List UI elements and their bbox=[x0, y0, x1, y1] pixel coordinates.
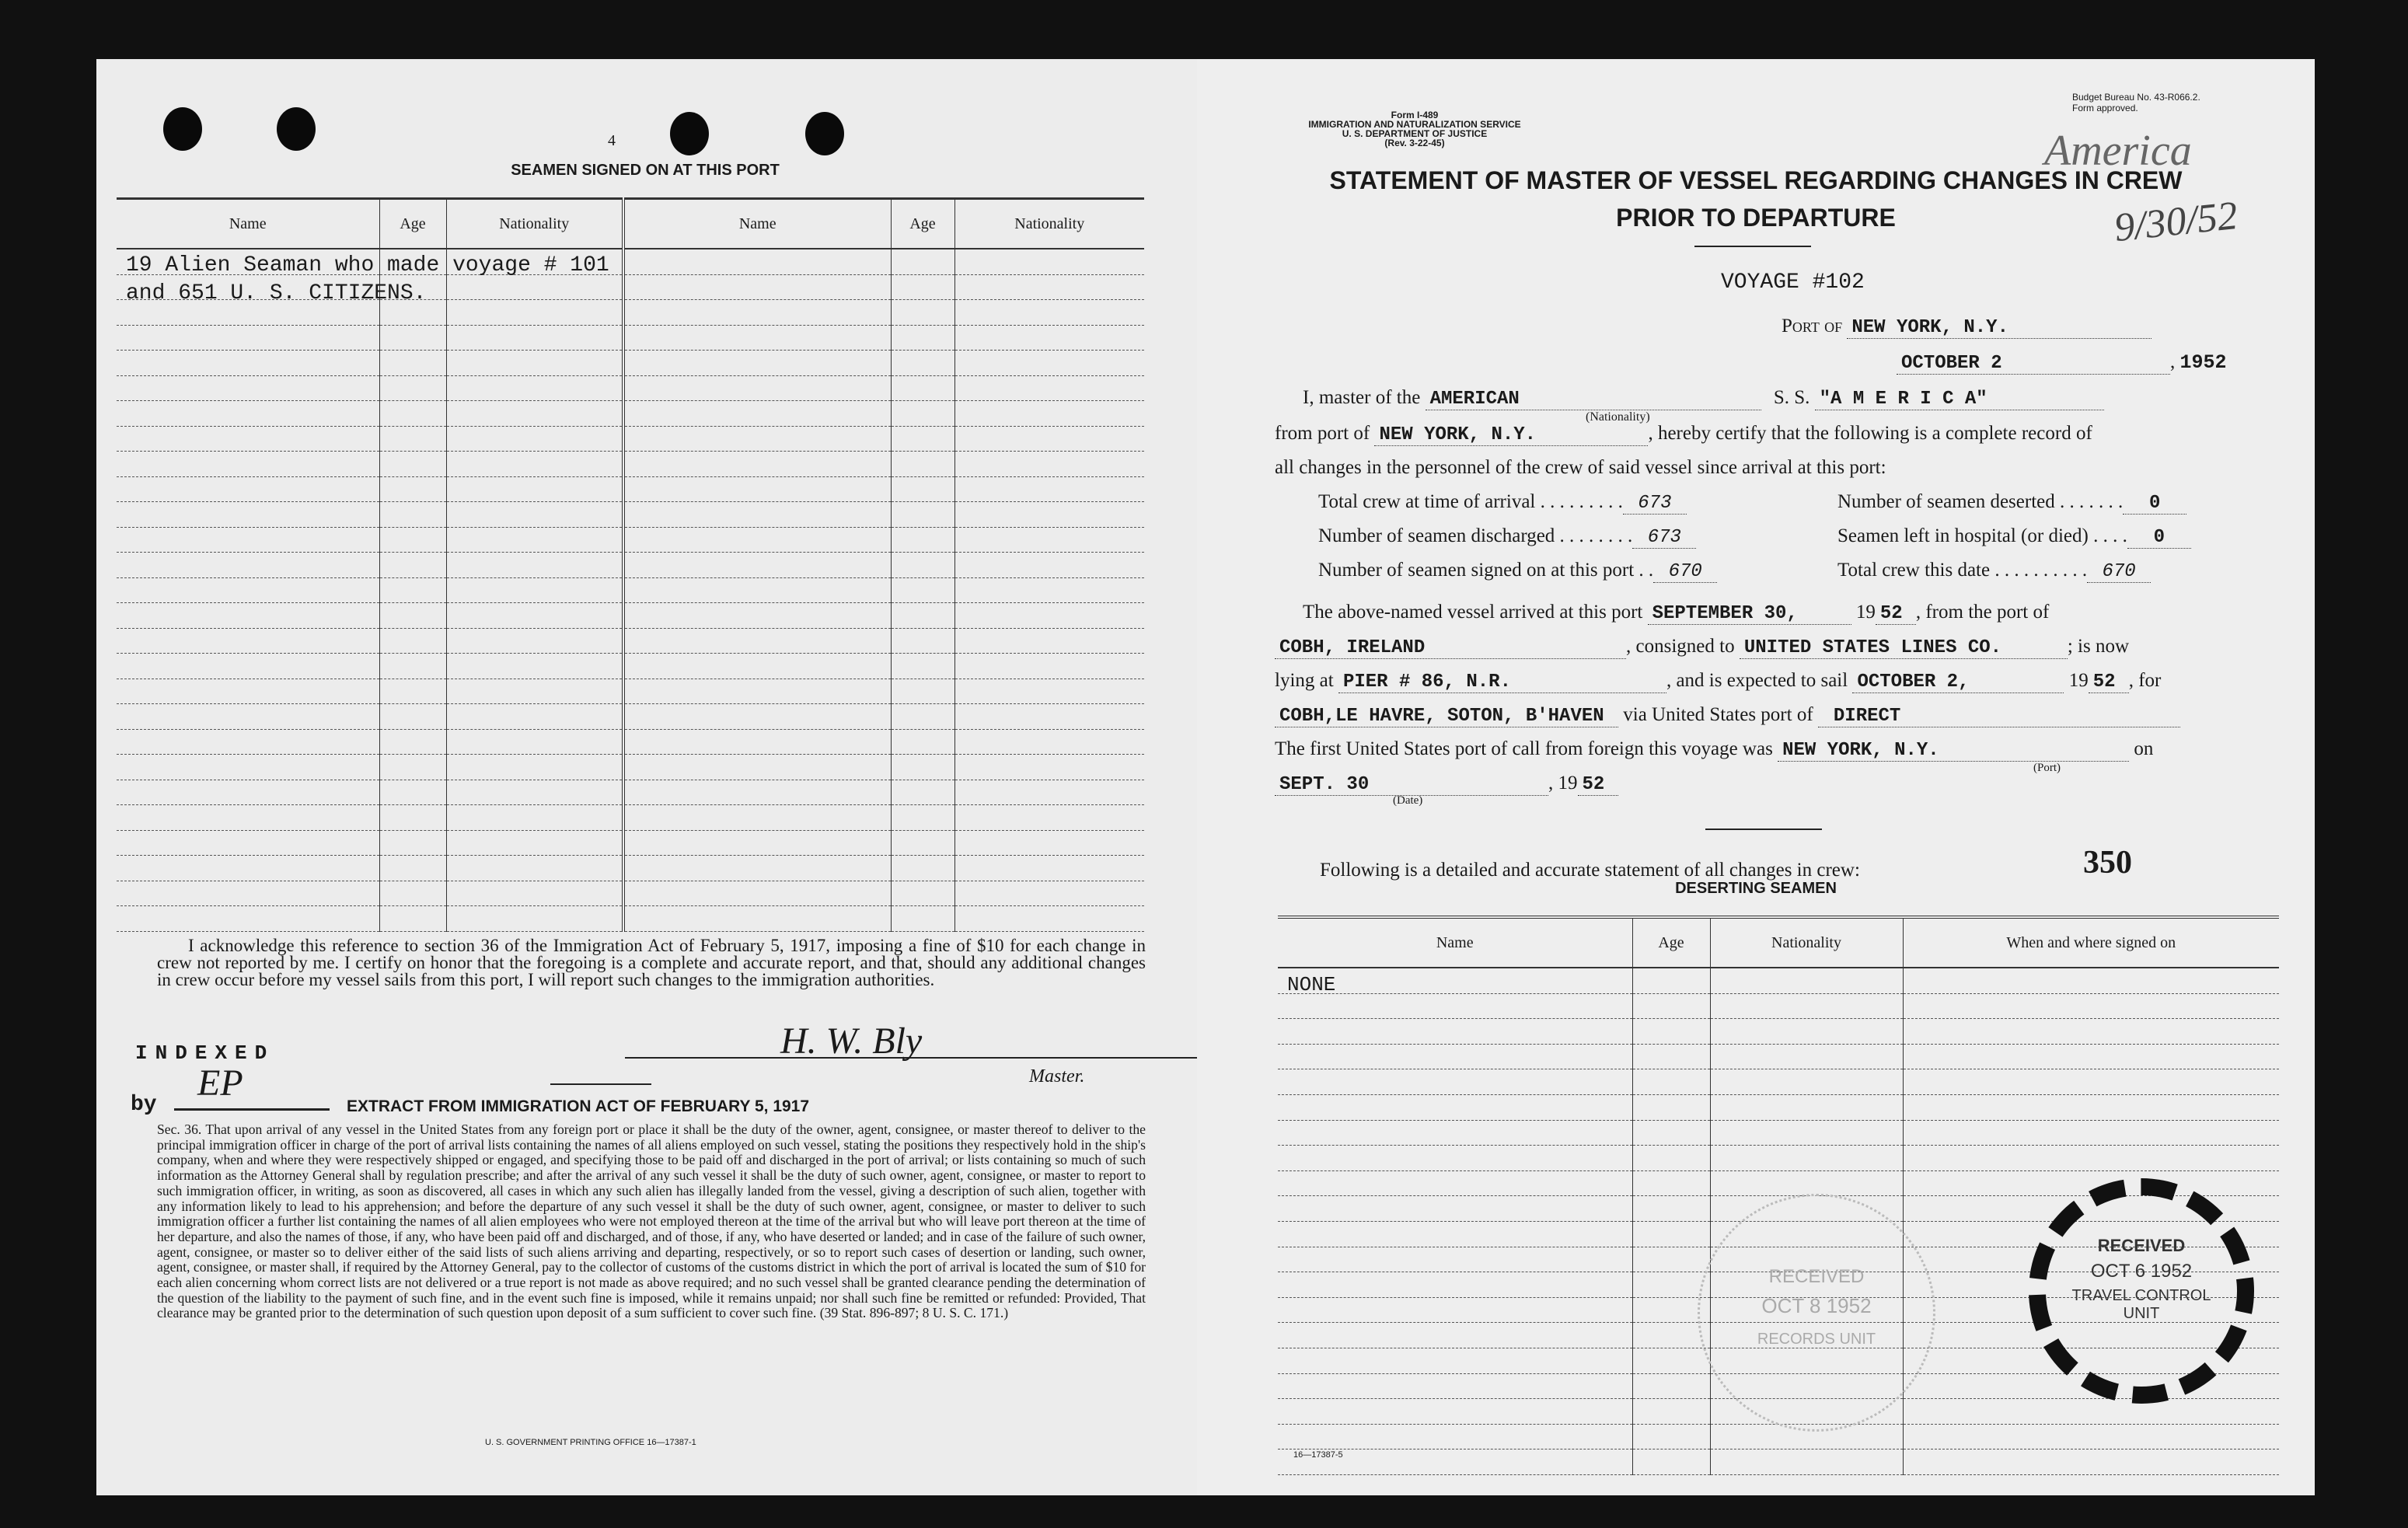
table-row bbox=[117, 906, 1144, 932]
handwritten-date: 9/30/52 bbox=[2112, 193, 2240, 251]
table-row bbox=[117, 577, 1144, 603]
column-header: When and where signed on bbox=[1903, 917, 2279, 968]
from-port-value: NEW YORK, N.Y. bbox=[1374, 424, 1648, 446]
received-stamp: RECEIVED OCT 8 1952 RECORDS UNIT bbox=[1698, 1194, 1935, 1432]
table-row bbox=[1278, 1146, 2279, 1171]
stat-row: Seamen left in hospital (or died) . . . . 0 bbox=[1837, 525, 2191, 549]
table-row bbox=[117, 603, 1144, 629]
stat-row: Number of seamen discharged . . . . . . . . 673 bbox=[1318, 525, 1696, 549]
master-signature: H. W. Bly bbox=[780, 1020, 923, 1062]
table-row-text: and 651 U. S. CITIZENS. bbox=[126, 281, 427, 305]
master-label: Master. bbox=[1029, 1066, 1085, 1087]
rule bbox=[550, 1083, 651, 1085]
date-line: OCTOBER 2 , 1952 bbox=[1897, 351, 2227, 375]
stat-row: Number of seamen signed on at this port . . 670 bbox=[1318, 560, 1717, 583]
table-row bbox=[117, 881, 1144, 906]
certify-text: all changes in the personnel of the crew of said vessel since arrival at this port: bbox=[1275, 457, 1886, 478]
budget-bureau: Budget Bureau No. 43-R066.2. Form approved. bbox=[2072, 92, 2200, 113]
nationality-label: (Nationality) bbox=[1586, 410, 1650, 424]
column-header: Name bbox=[1278, 917, 1632, 968]
table-row bbox=[117, 805, 1144, 831]
table-row bbox=[117, 628, 1144, 654]
table-row bbox=[117, 426, 1144, 452]
handwritten-number: 350 bbox=[2083, 845, 2132, 881]
destinations: COBH,LE HAVRE, SOTON, B'HAVEN bbox=[1275, 706, 1618, 727]
origin-port: COBH, IRELAND bbox=[1275, 637, 1626, 659]
consignee: UNITED STATES LINES CO. bbox=[1740, 637, 2068, 659]
right-page bbox=[1197, 59, 2315, 1495]
port-of-line: Port of NEW YORK, N.Y. bbox=[1782, 316, 2151, 339]
table-row bbox=[1278, 1094, 2279, 1120]
printer-note: 16—17387-5 bbox=[1293, 1450, 1343, 1460]
table-row bbox=[117, 654, 1144, 679]
table-row bbox=[117, 527, 1144, 553]
from-port-line: from port of NEW YORK, N.Y. , hereby certify that the following is a complete record of bbox=[1275, 423, 2092, 445]
date-label: (Date) bbox=[1393, 794, 1423, 807]
stat-row: Total crew this date . . . . . . . . . . 670 bbox=[1837, 560, 2151, 583]
arrived-date: SEPTEMBER 30, bbox=[1648, 603, 1851, 625]
acknowledgment-text: I acknowledge this reference to section 36 of the Immigration Act of February 5, 1917, imposing a fine of $10 for each change in crew not reported by me. I certify on honor that the foregoing is a complete and accurate report, and that, should any additional changes in crew occur before my vessel sails from this port, I will report such changes to the immigration authorities. bbox=[157, 936, 1146, 989]
table-row bbox=[117, 476, 1144, 502]
table-row bbox=[1278, 1424, 2279, 1450]
table-row bbox=[117, 704, 1144, 730]
destinations-line: COBH,LE HAVRE, SOTON, B'HAVEN via United States port of DIRECT bbox=[1275, 704, 2180, 727]
column-header: Age bbox=[379, 199, 446, 249]
left-page bbox=[96, 59, 1199, 1495]
printer-note: U. S. GOVERNMENT PRINTING OFFICE 16—17387-1 bbox=[485, 1438, 696, 1447]
column-header: Nationality bbox=[954, 199, 1144, 249]
arrived-line: The above-named vessel arrived at this port SEPTEMBER 30, 19 52 , from the port of bbox=[1303, 602, 2050, 624]
consigned-line: COBH, IRELAND , consigned to UNITED STATES LINES CO. ; is now bbox=[1275, 636, 2129, 659]
table-row bbox=[117, 452, 1144, 477]
travel-control-stamp: RECEIVED OCT 6 1952 TRAVEL CONTROL UNIT bbox=[2029, 1178, 2254, 1404]
column-header: Name bbox=[117, 199, 379, 249]
punch-hole bbox=[805, 112, 844, 155]
punch-hole bbox=[163, 107, 202, 151]
table-row bbox=[117, 325, 1144, 351]
first-port: NEW YORK, N.Y. bbox=[1778, 740, 2129, 762]
form-title: STATEMENT OF MASTER OF VESSEL REGARDING CHANGES IN CREW bbox=[1329, 166, 2183, 194]
column-header: Name bbox=[623, 199, 891, 249]
first-date: SEPT. 30 bbox=[1275, 774, 1548, 796]
deserting-title: DESERTING SEAMEN bbox=[1675, 880, 1837, 897]
column-header: Nationality bbox=[1710, 917, 1903, 968]
date-value: OCTOBER 2 bbox=[1897, 353, 2170, 375]
table-row bbox=[1278, 1044, 2279, 1069]
nationality-value: AMERICAN bbox=[1426, 389, 1761, 410]
rule bbox=[1705, 829, 1822, 830]
table-row bbox=[117, 502, 1144, 528]
via-port: DIRECT bbox=[1818, 706, 2180, 727]
table-row bbox=[117, 679, 1144, 704]
table-row bbox=[117, 755, 1144, 780]
stat-row: Total crew at time of arrival . . . . . . . . . 673 bbox=[1318, 491, 1687, 515]
voyage-number: VOYAGE #102 bbox=[1721, 270, 1865, 295]
table-row bbox=[1278, 1450, 2279, 1475]
table-row bbox=[1278, 1069, 2279, 1095]
table-row bbox=[1278, 993, 2279, 1019]
indexed-stamp: INDEXED bbox=[135, 1041, 275, 1065]
sail-date: OCTOBER 2, bbox=[1852, 672, 2064, 693]
table-row bbox=[117, 553, 1144, 578]
master-of-line: I, master of the AMERICAN S. S. "A M E R I C A" bbox=[1303, 387, 2104, 410]
table-row bbox=[1278, 1019, 2279, 1045]
table-row bbox=[117, 351, 1144, 376]
following-text: Following is a detailed and accurate statement of all changes in crew: bbox=[1320, 860, 1860, 881]
table-row bbox=[1278, 968, 2279, 993]
form-header: Form I-489 IMMIGRATION AND NATURALIZATION SERVICE U. S. DEPARTMENT OF JUSTICE (Rev. 3-22-45) bbox=[1308, 110, 1521, 148]
table-row bbox=[117, 375, 1144, 401]
rule bbox=[1694, 246, 1811, 247]
by-initials: EP bbox=[197, 1062, 243, 1104]
first-port-line: The first United States port of call from foreign this voyage was NEW YORK, N.Y. on bbox=[1275, 738, 2154, 761]
handwritten-note: America bbox=[2044, 127, 2192, 175]
seamen-signed-on-table bbox=[117, 197, 1144, 932]
punch-hole bbox=[277, 107, 316, 151]
table-row bbox=[1278, 1120, 2279, 1146]
first-date-line: SEPT. 30 , 19 52 bbox=[1275, 773, 1618, 796]
ship-name: "A M E R I C A" bbox=[1815, 389, 2104, 410]
extract-text: Sec. 36. That upon arrival of any vessel in the United States from any foreign port or place it shall be the duty of the owner, agent, consignee, or master thereof to deliver to the principal immigration officer in charge of the port of arrival lists containing the names of all aliens employed on such vessel, stating the positions they respectively hold in the ship's company, when and where they were respectively shipped or engaged, and specifying those to be paid off and discharged in the port of arrival; or lists containing so much of such information as the Attorney General shall by regulation prescribe; and after the arrival of any such vessel it shall be the duty of such owner, agent, consignee, or master to report to such immigration officer, in writing, as soon as discovered, all cases in which any such alien has illegally landed from the vessel, giving a description of such alien, together with any information likely to lead to his apprehension; and before the departure of any such vessel it shall be the duty of such owner, agent, consignee, or master to deliver to such immigration officer a further list containing the names of all alien employees who were not employed thereon at the time of the arrival but who will leave port thereon at the time of her departure, and also the names of those, if any, who have been paid off and discharged, and of those, if any, who have deserted or landed; and in case of the failure of such owner, agent, consignee, or master so to deliver either of the said lists of such aliens arriving and departing, respectively, or so to report such cases of desertion or landing, such owner, agent, consignee, or master shall, if required by the Attorney General, pay to the collector of customs of the customs district in which the port of arrival is located the sum of $10 for each alien concerning whom correct lists are not delivered or a true report is not made as above required; and no such vessel shall be granted clearance pending the determination of the question of the liability to the payment of such fine, and in the event such fine is imposed, while it remains unpaid; nor shall such fine be remitted or refunded: Provided, That clearance may be granted prior to the determination of such question upon deposit of a sum sufficient to cover such fine. (39 Stat. 896-897; 8 U. S. C. 171.) bbox=[157, 1122, 1146, 1321]
lying-at: PIER # 86, N.R. bbox=[1338, 672, 1666, 693]
lying-line: lying at PIER # 86, N.R. , and is expected to sail OCTOBER 2, 19 52 , for bbox=[1275, 670, 2162, 692]
page-number: 4 bbox=[608, 132, 616, 149]
extract-title: EXTRACT FROM IMMIGRATION ACT OF FEBRUARY 5, 1917 bbox=[347, 1097, 810, 1115]
column-header: Nationality bbox=[446, 199, 623, 249]
table-row bbox=[117, 401, 1144, 427]
by-label: by bbox=[131, 1093, 157, 1117]
port-of-value: NEW YORK, N.Y. bbox=[1847, 317, 2151, 339]
punch-hole bbox=[670, 112, 709, 155]
column-header: Age bbox=[891, 199, 954, 249]
table-row-text: NONE bbox=[1287, 973, 1336, 996]
port-label: (Port) bbox=[2033, 762, 2061, 774]
table-row bbox=[117, 830, 1144, 856]
section-title: SEAMEN SIGNED ON AT THIS PORT bbox=[511, 162, 780, 179]
table-row bbox=[117, 856, 1144, 881]
table-row bbox=[117, 729, 1144, 755]
stat-row: Number of seamen deserted . . . . . . . 0 bbox=[1837, 491, 2186, 515]
form-subtitle: PRIOR TO DEPARTURE bbox=[1616, 204, 1896, 232]
table-row bbox=[117, 780, 1144, 805]
column-header: Age bbox=[1632, 917, 1710, 968]
table-row-text: 19 Alien Seaman who made voyage # 101 bbox=[126, 253, 609, 277]
